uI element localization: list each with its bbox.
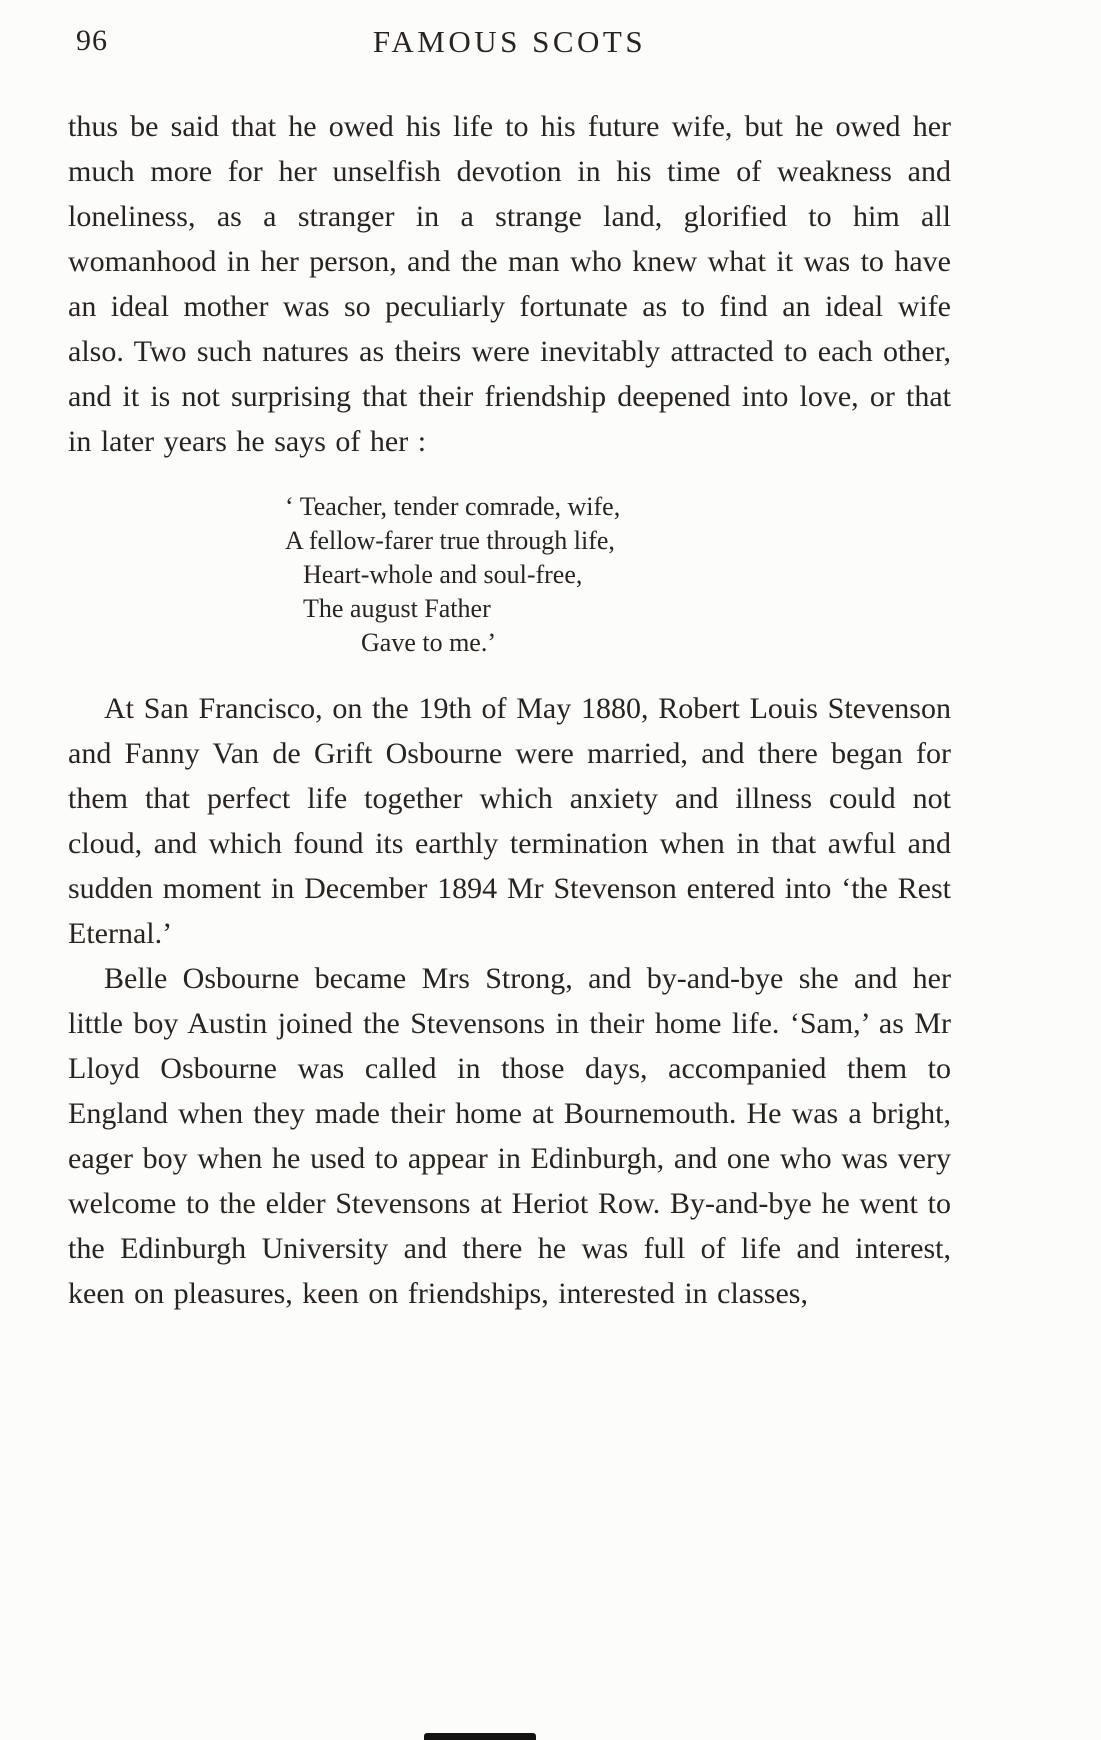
poem-block xyxy=(285,490,951,660)
poem-line: The august Father xyxy=(303,594,491,623)
page-number: 96 xyxy=(76,24,108,57)
poem-line: A fellow-farer true through life, xyxy=(285,526,615,555)
page-header xyxy=(68,24,951,70)
paragraph-belle-osbourne: Belle Osbourne became Mrs Strong, and by-and-bye she and her little boy Austin joined the Stevensons in their home life. ‘Sam,’ as Mr Lloyd Osbourne was called in those days, accompanied them to England when they made their home at Bournemouth. He was a bright, eager boy when he used to appear in Edinburgh, and one who was very welcome to the elder Stevensons at Heriot Row. By-and-bye he went to the Edinburgh University and there he was full of life and interest, keen on pleasures, keen on friendships, interested in classes, xyxy=(68,962,951,1310)
poem-line: Heart-whole and soul-free, xyxy=(303,560,583,589)
poem-line: ‘ Teacher, tender comrade, wife, xyxy=(285,492,621,521)
poem-line: Gave to me.’ xyxy=(361,628,497,657)
scan-artifact-mark xyxy=(424,1733,536,1740)
paragraph-continuation: thus be said that he owed his life to his future wife, but he owed her much more for her unselfish devotion in his time of weakness and loneliness, as a stranger in a strange land, glorified to him all womanhood in her person, and the man who knew what it was to have an ideal mother was so peculiarly fortunate as to find an ideal wife also. Two such natures as theirs were inevitably attracted to each other, and it is not surprising that their friendship deepened into love, or that in later years he says of her : xyxy=(68,110,951,458)
running-title: FAMOUS SCOTS xyxy=(372,24,647,59)
paragraph-marriage: At San Francisco, on the 19th of May 1880, Robert Louis Stevenson and Fanny Van de Grift Osbourne were married, and there began for them that perfect life together which anxiety and illness could not cloud, and which found its earthly termination when in that awful and sudden moment in December 1894 Mr Stevenson entered into ‘the Rest Eternal.’ xyxy=(68,692,951,950)
page-body xyxy=(68,104,951,1316)
